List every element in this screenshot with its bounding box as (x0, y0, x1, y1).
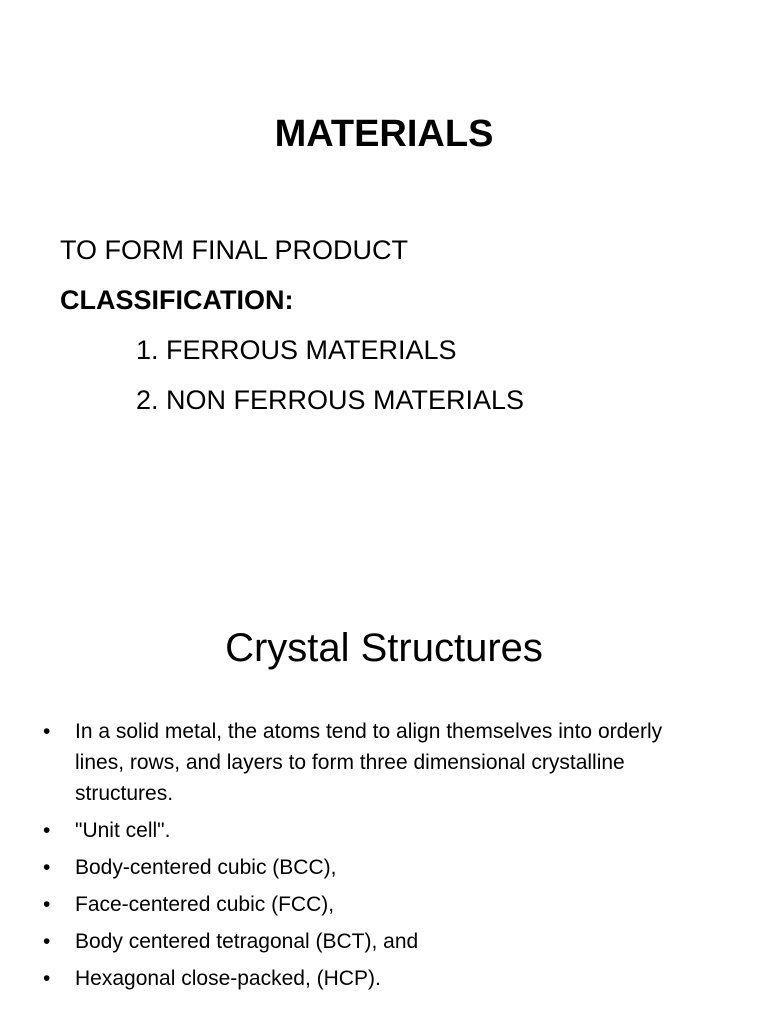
bullet-text: Hexagonal close-packed, (HCP). (75, 967, 381, 990)
bullet-icon: • (43, 720, 51, 743)
bullet-text: Body-centered cubic (BCC), (75, 856, 337, 879)
slide-crystal-structures (0, 512, 768, 1024)
bullet-item (40, 926, 700, 957)
bullet-icon: • (43, 856, 51, 879)
bullet-icon: • (43, 930, 51, 953)
bullet-item (40, 889, 700, 920)
bullet-icon: • (43, 967, 51, 990)
bullet-item (40, 852, 700, 883)
bullet-icon: • (43, 893, 51, 916)
slide-title: Crystal Structures (225, 626, 543, 670)
classification-item: 2. NON FERROUS MATERIALS (136, 385, 525, 415)
bullet-text: Face-centered cubic (FCC), (75, 893, 335, 916)
bullet-text: "Unit cell". (75, 819, 171, 842)
slide-title: MATERIALS (274, 113, 494, 155)
bullet-icon: • (43, 819, 51, 842)
classification-item: 1. FERROUS MATERIALS (136, 335, 457, 365)
bullet-text: Body centered tetragonal (BCT), and (75, 930, 419, 953)
slide-body (60, 230, 524, 430)
classification-heading: CLASSIFICATION: (60, 285, 294, 315)
bullet-item (40, 815, 700, 846)
bullet-item (40, 716, 700, 809)
bullet-item (40, 963, 700, 994)
bullet-list (40, 716, 700, 1000)
body-line: TO FORM FINAL PRODUCT (60, 235, 409, 265)
bullet-text: In a solid metal, the atoms tend to align themselves into orderly lines, rows, and layers to form three dimensional crystalline structures. (75, 720, 663, 805)
